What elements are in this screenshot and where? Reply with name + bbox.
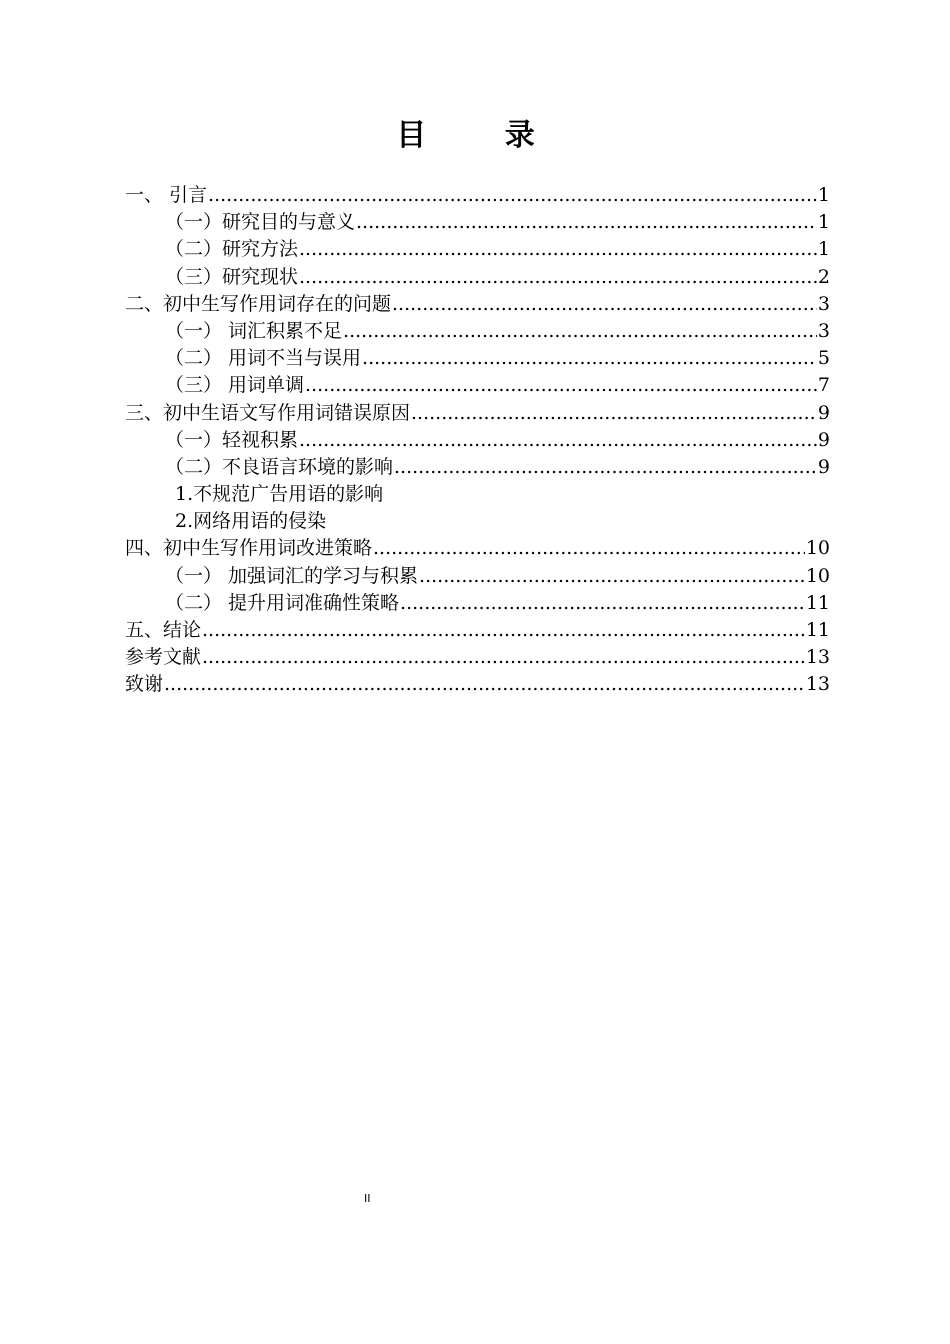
toc-leader-dots: [419, 563, 805, 590]
toc-leader-dots: [400, 590, 805, 617]
toc-entry-research-status[interactable]: [125, 264, 830, 291]
toc-entry-insufficient-vocabulary[interactable]: [125, 318, 830, 345]
toc-leader-dots: [373, 535, 805, 562]
toc-entry-label: （一）研究目的与意义: [165, 211, 356, 234]
toc-entry-label: （一） 加强词汇的学习与积累: [165, 564, 419, 587]
toc-entry-internet-language[interactable]: [125, 508, 830, 535]
toc-entry-page: 3: [817, 292, 830, 315]
toc-leader-dots: [343, 318, 817, 345]
toc-entry-label: （一） 词汇积累不足: [165, 319, 343, 342]
toc-entry-label: （二）不良语言环境的影响: [165, 455, 394, 478]
toc-leader-dots: [202, 617, 805, 644]
toc-entry-language-environment[interactable]: [125, 454, 830, 481]
toc-entry-monotonous-wording[interactable]: [125, 372, 830, 399]
toc-entry-page: 13: [805, 673, 830, 696]
toc-entry-research-method[interactable]: [125, 236, 830, 263]
toc-entry-page: 5: [817, 347, 830, 370]
toc-entry-page: 11: [805, 619, 830, 641]
toc-leader-dots: [202, 644, 805, 671]
toc-entry-research-purpose[interactable]: [125, 209, 830, 236]
toc-entry-page: 1: [817, 238, 830, 261]
toc-entry-label: （三）研究现状: [165, 265, 299, 288]
toc-leader-dots: [411, 400, 817, 427]
toc-entry-accuracy-strategies[interactable]: [125, 590, 830, 617]
toc-entry-label: （三） 用词单调: [165, 374, 305, 397]
toc-leader-dots: [208, 182, 817, 209]
toc-leader-dots: [392, 291, 817, 318]
toc-entry-page: 1: [817, 211, 830, 234]
toc-entry-page: 1: [817, 184, 830, 206]
toc-entry-vocabulary-learning[interactable]: [125, 563, 830, 590]
page-number: II: [364, 1192, 371, 1205]
toc-entry-label: 参考文献: [125, 646, 202, 669]
toc-entry-page: 11: [805, 591, 830, 614]
toc-entry-label: （二） 提升用词准确性策略: [165, 591, 400, 614]
toc-entry-page: 9: [817, 428, 830, 451]
toc-leader-dots: [164, 671, 805, 698]
toc-entry-page: 3: [817, 319, 830, 342]
page-title: 目 录: [396, 118, 569, 153]
toc-leader-dots: [394, 454, 817, 481]
toc-leader-dots: [299, 264, 817, 291]
toc-entry-label: （一）轻视积累: [165, 428, 299, 451]
toc-leader-dots: [299, 427, 817, 454]
toc-entry-misuse[interactable]: [125, 345, 830, 372]
toc-entry-label: （二） 用词不当与误用: [165, 347, 362, 370]
toc-entry-label: 1.不规范广告用语的影响: [175, 483, 384, 506]
toc-leader-dots: [299, 236, 817, 263]
toc-entry-acknowledgements[interactable]: [125, 671, 830, 698]
toc-entry-page: 7: [817, 374, 830, 397]
toc-entry-label: 四、初中生写作用词改进策略: [125, 537, 373, 560]
toc-leader-dots: [362, 345, 817, 372]
toc-entry-advertising-language[interactable]: [125, 481, 830, 508]
toc-entry-page: 10: [805, 537, 830, 560]
toc-entry-causes[interactable]: [125, 400, 830, 427]
toc-entry-label: 五、结论: [125, 619, 202, 641]
toc-leader-dots: [356, 209, 817, 236]
toc-entry-label: 一、 引言: [125, 184, 208, 206]
toc-entry-neglect-accumulation[interactable]: [125, 427, 830, 454]
toc-entry-references[interactable]: [125, 644, 830, 671]
toc-entry-label: （二）研究方法: [165, 238, 299, 261]
toc-entry-improvement-strategies[interactable]: [125, 535, 830, 562]
toc-entry-label: 二、初中生写作用词存在的问题: [125, 292, 392, 315]
toc-entry-label: 2.网络用语的侵染: [175, 510, 327, 533]
toc-entry-page: 10: [805, 564, 830, 587]
toc-entry-page: 13: [805, 646, 830, 669]
toc-entry-label: 致谢: [125, 673, 164, 696]
toc-entry-page: 9: [817, 455, 830, 478]
toc-entry-page: 2: [817, 265, 830, 288]
toc-entry-page: 9: [817, 401, 830, 424]
toc-entry-problems[interactable]: [125, 291, 830, 318]
toc-entry-label: 三、初中生语文写作用词错误原因: [125, 401, 411, 424]
toc-leader-dots: [305, 372, 817, 399]
toc-entry-introduction[interactable]: [125, 182, 830, 209]
toc-entry-conclusion[interactable]: [125, 617, 830, 644]
table-of-contents: [125, 182, 830, 699]
